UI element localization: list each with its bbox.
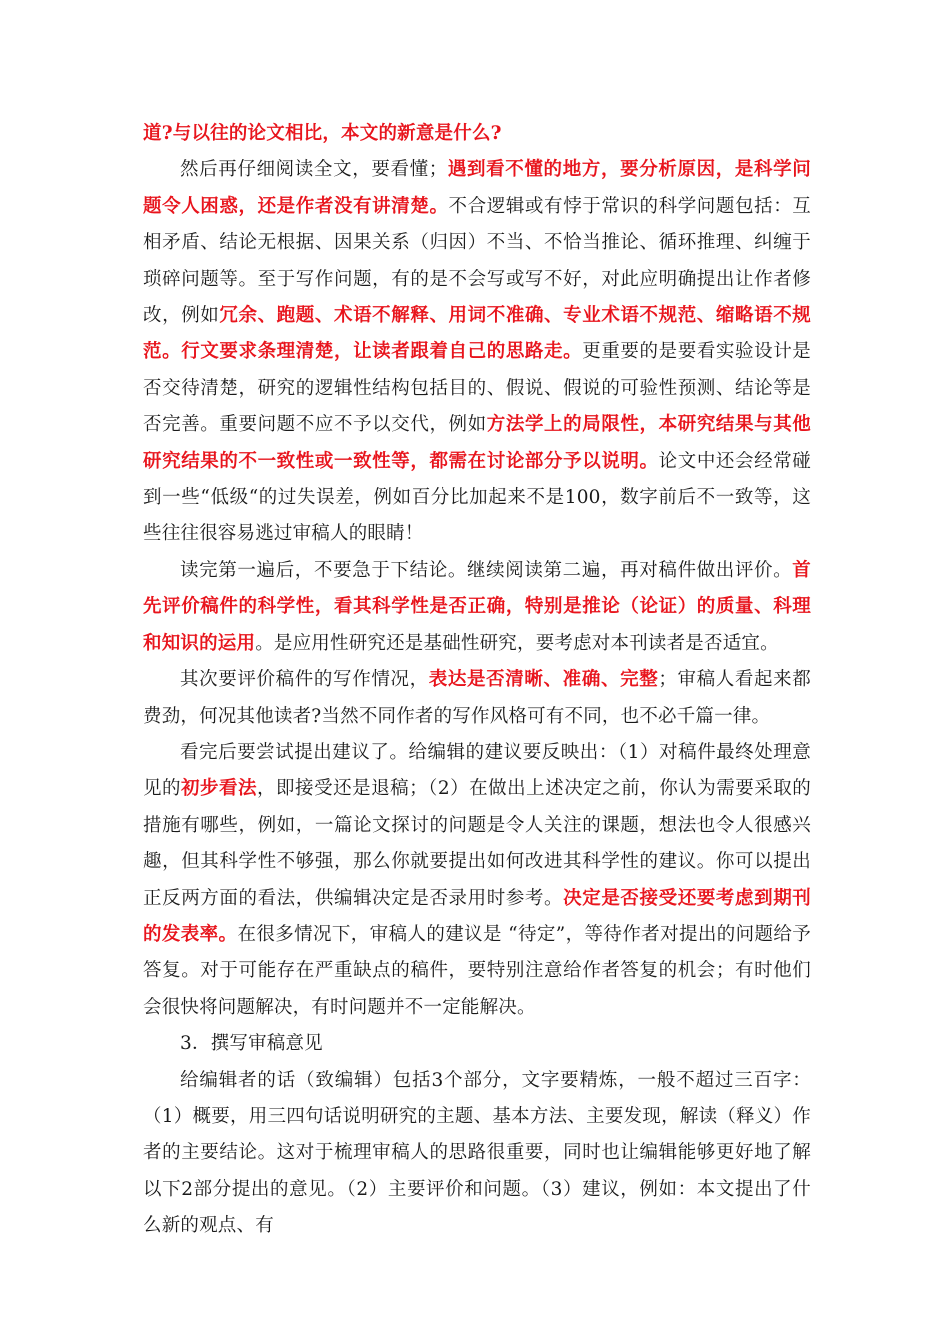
paragraph <box>143 662 811 735</box>
text-run: 论文中还会经常碰到一些“低级“的过失误差，例如百分比加起来不是100，数字前后不一致等，这些往往很容易逃过审稿人的眼睛！ <box>143 450 812 545</box>
text-run: 然后再仔细阅读全文，要看懂； <box>180 159 448 181</box>
section-heading <box>143 1026 811 1062</box>
text-run: 给编辑者的话（致编辑）包括3个部分，文字要精炼，一般不超过三百字：（1）概要，用三四句话说明研究的主题、基本方法、主要发现，解读（释义）作者的主要结论。这对于梳理审稿人的思路很重要，同时也让编辑能够更好地了解以下2部分提出的意见。（2）主要评价和问题。（3）建议，例如：本文提出了什么新的观点、有 <box>143 1069 811 1237</box>
text-run-emphasis: 首先评价稿件的科学性，看其科学性是否正确，特别是推论（论证）的质量、科理和知识的运用 <box>143 559 811 654</box>
text-run-emphasis: 决定是否接受还要考虑到期刊的发表率。 <box>143 887 812 945</box>
text-run: 3．撰写审稿意见 <box>180 1033 323 1055</box>
paragraph <box>143 1063 811 1245</box>
text-run-emphasis: 方法学上的局限性，本研究结果与其他研究结果的不一致性或一致性等，都需在讨论部分予以说明。 <box>143 414 811 472</box>
text-run: 在很多情况下，审稿人的建议是 “待定”，等待作者对提出的问题给予答复。对于可能存在严重缺点的稿件，要特别注意给作者答复的机会；有时他们会很快将问题解决，有时问题并不一定能解决。 <box>143 923 811 1018</box>
text-run: 更重要的是要看实验设计是否交待清楚，研究的逻辑性结构包括目的、假说、假说的可验性预测、结论等是否完善。重要问题不应不予以交代，例如 <box>143 341 811 436</box>
text-run-emphasis: 道?与以往的论文相比，本文的新意是什么? <box>143 123 502 144</box>
text-run: 。是应用性研究还是基础性研究，要考虑对本刊读者是否适宜。 <box>255 632 779 654</box>
paragraph <box>143 735 811 1026</box>
document-page <box>143 116 811 1245</box>
text-run: 看完后要尝试提出建议了。给编辑的建议要反映出：（1）对稿件最终处理意见的 <box>143 741 811 800</box>
text-run-emphasis: 初步看法 <box>181 778 258 800</box>
text-run: 其次要评价稿件的写作情况， <box>180 669 429 691</box>
text-run: 读完第一遍后，不要急于下结论。继续阅读第二遍，再对稿件做出评价。 <box>180 559 793 581</box>
text-run: 不合逻辑或有悖于常识的科学问题包括：互相矛盾、结论无根据、因果关系（归因）不当、不恰当推论、循环推理、纠缠于琐碎问题等。至于写作问题，有的是不会写或写不好，对此应明确提出让作者修改，例如 <box>143 195 811 327</box>
text-run-emphasis: 表达是否清晰、准确、完整 <box>428 669 659 691</box>
text-run: ，即接受还是退稿；（2）在做出上述决定之前，你认为需要采取的措施有哪些，例如，一篇论文探讨的问题是令人关注的课题，想法也令人很感兴趣，但其科学性不够强，那么你就要提出如何改进其科学性的建议。你可以提出正反两方面的看法，供编辑决定是否录用时参考。 <box>143 778 811 909</box>
text-run: ；审稿人看起来都费劲，何况其他读者?当然不同作者的写作风格可有不同，也不必千篇一律。 <box>143 669 811 727</box>
paragraph <box>143 116 811 152</box>
text-run-emphasis: 遇到看不懂的地方，要分析原因，是科学问题令人困惑，还是作者没有讲清楚。 <box>143 159 811 217</box>
text-run-emphasis: 冗余、跑题、术语不解释、用词不准确、专业术语不规范、缩略语不规范。行文要求条理清楚，让读者跟着自己的思路走。 <box>143 305 811 363</box>
paragraph <box>143 553 811 662</box>
paragraph <box>143 152 811 552</box>
